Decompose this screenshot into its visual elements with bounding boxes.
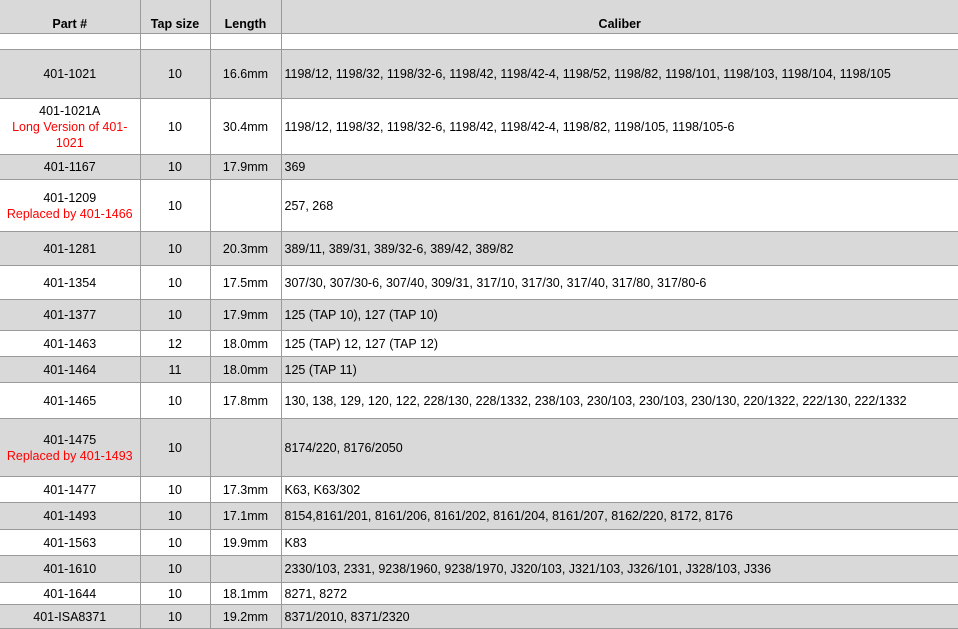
part-number: 401-1167 xyxy=(43,160,96,174)
caliber-cell: 389/11, 389/31, 389/32-6, 389/42, 389/82 xyxy=(281,232,958,266)
part-number-cell xyxy=(0,34,140,50)
table-row xyxy=(0,503,958,530)
part-number: 401-1475 xyxy=(43,432,97,447)
table-row xyxy=(0,605,958,629)
caliber-cell: 257, 268 xyxy=(281,180,958,232)
length-cell: 17.8mm xyxy=(210,383,281,419)
table-row xyxy=(0,383,958,419)
tap-size-cell: 10 xyxy=(140,155,210,180)
part-number: 401-1281 xyxy=(43,241,97,256)
caliber-cell: 125 (TAP) 12, 127 (TAP 12) xyxy=(281,331,958,357)
length-cell: 17.9mm xyxy=(210,300,281,331)
caliber-cell: K83 xyxy=(281,530,958,556)
caliber-cell: 1198/12, 1198/32, 1198/32-6, 1198/42, 1198/42-4, 1198/82, 1198/105, 1198/105-6 xyxy=(281,99,958,155)
length-cell: 16.6mm xyxy=(210,50,281,99)
part-number-cell xyxy=(0,556,140,583)
part-number-cell xyxy=(0,357,140,383)
caliber-cell: 125 (TAP 11) xyxy=(281,357,958,383)
part-number-cell xyxy=(0,300,140,331)
part-number-cell xyxy=(0,583,140,605)
caliber-cell xyxy=(281,34,958,50)
header-length: Length xyxy=(210,0,281,34)
table-row xyxy=(0,34,958,50)
part-number-cell xyxy=(0,530,140,556)
tap-size-cell: 10 xyxy=(140,419,210,477)
part-number: 401-1209 xyxy=(43,190,97,205)
length-cell: 19.2mm xyxy=(210,605,281,629)
table-row xyxy=(0,300,958,331)
length-cell: 17.9mm xyxy=(210,155,281,180)
table-row xyxy=(0,232,958,266)
caliber-cell: 1198/12, 1198/32, 1198/32-6, 1198/42, 1198/42-4, 1198/52, 1198/82, 1198/101, 1198/103, 1198/104, 1198/105 xyxy=(281,50,958,99)
part-number: 401-1477 xyxy=(43,482,97,497)
part-note: Long Version of 401-1021 xyxy=(12,119,128,150)
part-number-cell xyxy=(0,477,140,503)
length-cell xyxy=(210,34,281,50)
tap-size-cell: 12 xyxy=(140,331,210,357)
table-row xyxy=(0,357,958,383)
caliber-cell: K63, K63/302 xyxy=(281,477,958,503)
part-number-cell xyxy=(0,155,140,180)
header-tap-size: Tap size xyxy=(140,0,210,34)
length-cell: 17.3mm xyxy=(210,477,281,503)
part-number: 401-1610 xyxy=(43,562,97,576)
length-cell: 17.5mm xyxy=(210,266,281,300)
part-number-cell xyxy=(0,503,140,530)
tap-size-cell: 10 xyxy=(140,383,210,419)
part-number: 401-1354 xyxy=(43,275,97,290)
caliber-cell: 8271, 8272 xyxy=(281,583,958,605)
table-row xyxy=(0,180,958,232)
part-number: 401-1021A xyxy=(39,103,101,118)
part-number: 401-1464 xyxy=(43,362,97,377)
tap-size-cell: 10 xyxy=(140,583,210,605)
part-number-cell xyxy=(0,605,140,629)
header-row xyxy=(0,0,958,34)
table-row xyxy=(0,331,958,357)
length-cell: 18.0mm xyxy=(210,357,281,383)
caliber-cell: 125 (TAP 10), 127 (TAP 10) xyxy=(281,300,958,331)
caliber-cell: 369 xyxy=(281,155,958,180)
table-row xyxy=(0,99,958,155)
part-number: 401-ISA8371 xyxy=(33,609,107,624)
tap-size-cell: 10 xyxy=(140,50,210,99)
table-row xyxy=(0,419,958,477)
caliber-cell: 8174/220, 8176/2050 xyxy=(281,419,958,477)
header-caliber: Caliber xyxy=(281,0,958,34)
part-note: Replaced by 401-1466 xyxy=(6,206,133,221)
part-number: 401-1563 xyxy=(43,535,97,550)
length-cell: 17.1mm xyxy=(210,503,281,530)
tap-size-cell: 10 xyxy=(140,266,210,300)
tap-size-cell: 10 xyxy=(140,477,210,503)
tap-size-cell: 10 xyxy=(140,530,210,556)
table-row xyxy=(0,477,958,503)
part-number-cell xyxy=(0,331,140,357)
length-cell: 30.4mm xyxy=(210,99,281,155)
part-number-cell xyxy=(0,419,140,477)
part-number-cell xyxy=(0,180,140,232)
header-part: Part # xyxy=(0,0,140,34)
table-row xyxy=(0,556,958,583)
part-number: 401-1465 xyxy=(43,393,97,408)
table-row xyxy=(0,530,958,556)
table-row xyxy=(0,583,958,605)
caliber-cell: 8371/2010, 8371/2320 xyxy=(281,605,958,629)
length-cell xyxy=(210,419,281,477)
tap-size-cell: 11 xyxy=(140,357,210,383)
table-row xyxy=(0,155,958,180)
tap-size-cell: 10 xyxy=(140,232,210,266)
tap-size-cell: 10 xyxy=(140,300,210,331)
part-note: Replaced by 401-1493 xyxy=(6,448,133,463)
part-number: 401-1463 xyxy=(43,336,97,351)
part-number-cell xyxy=(0,50,140,99)
length-cell: 18.0mm xyxy=(210,331,281,357)
part-number: 401-1493 xyxy=(43,509,97,523)
part-number: 401-1644 xyxy=(43,586,97,601)
length-cell xyxy=(210,556,281,583)
table-row xyxy=(0,266,958,300)
part-number: 401-1377 xyxy=(43,308,97,322)
part-number-cell xyxy=(0,383,140,419)
caliber-cell: 130, 138, 129, 120, 122, 228/130, 228/1332, 238/103, 230/103, 230/103, 230/130, 220/1322, 222/130, 222/1332 xyxy=(281,383,958,419)
tap-size-cell xyxy=(140,34,210,50)
caliber-cell: 8154,8161/201, 8161/206, 8161/202, 8161/204, 8161/207, 8162/220, 8172, 8176 xyxy=(281,503,958,530)
table-row xyxy=(0,50,958,99)
length-cell xyxy=(210,180,281,232)
part-number-cell xyxy=(0,99,140,155)
part-number-cell xyxy=(0,232,140,266)
part-number-cell xyxy=(0,266,140,300)
tap-size-cell: 10 xyxy=(140,605,210,629)
tap-size-cell: 10 xyxy=(140,180,210,232)
tap-size-cell: 10 xyxy=(140,99,210,155)
caliber-cell: 307/30, 307/30-6, 307/40, 309/31, 317/10, 317/30, 317/40, 317/80, 317/80-6 xyxy=(281,266,958,300)
length-cell: 20.3mm xyxy=(210,232,281,266)
tap-size-cell: 10 xyxy=(140,503,210,530)
caliber-cell: 2330/103, 2331, 9238/1960, 9238/1970, J320/103, J321/103, J326/101, J328/103, J336 xyxy=(281,556,958,583)
part-number: 401-1021 xyxy=(43,67,97,81)
length-cell: 19.9mm xyxy=(210,530,281,556)
length-cell: 18.1mm xyxy=(210,583,281,605)
tap-size-cell: 10 xyxy=(140,556,210,583)
